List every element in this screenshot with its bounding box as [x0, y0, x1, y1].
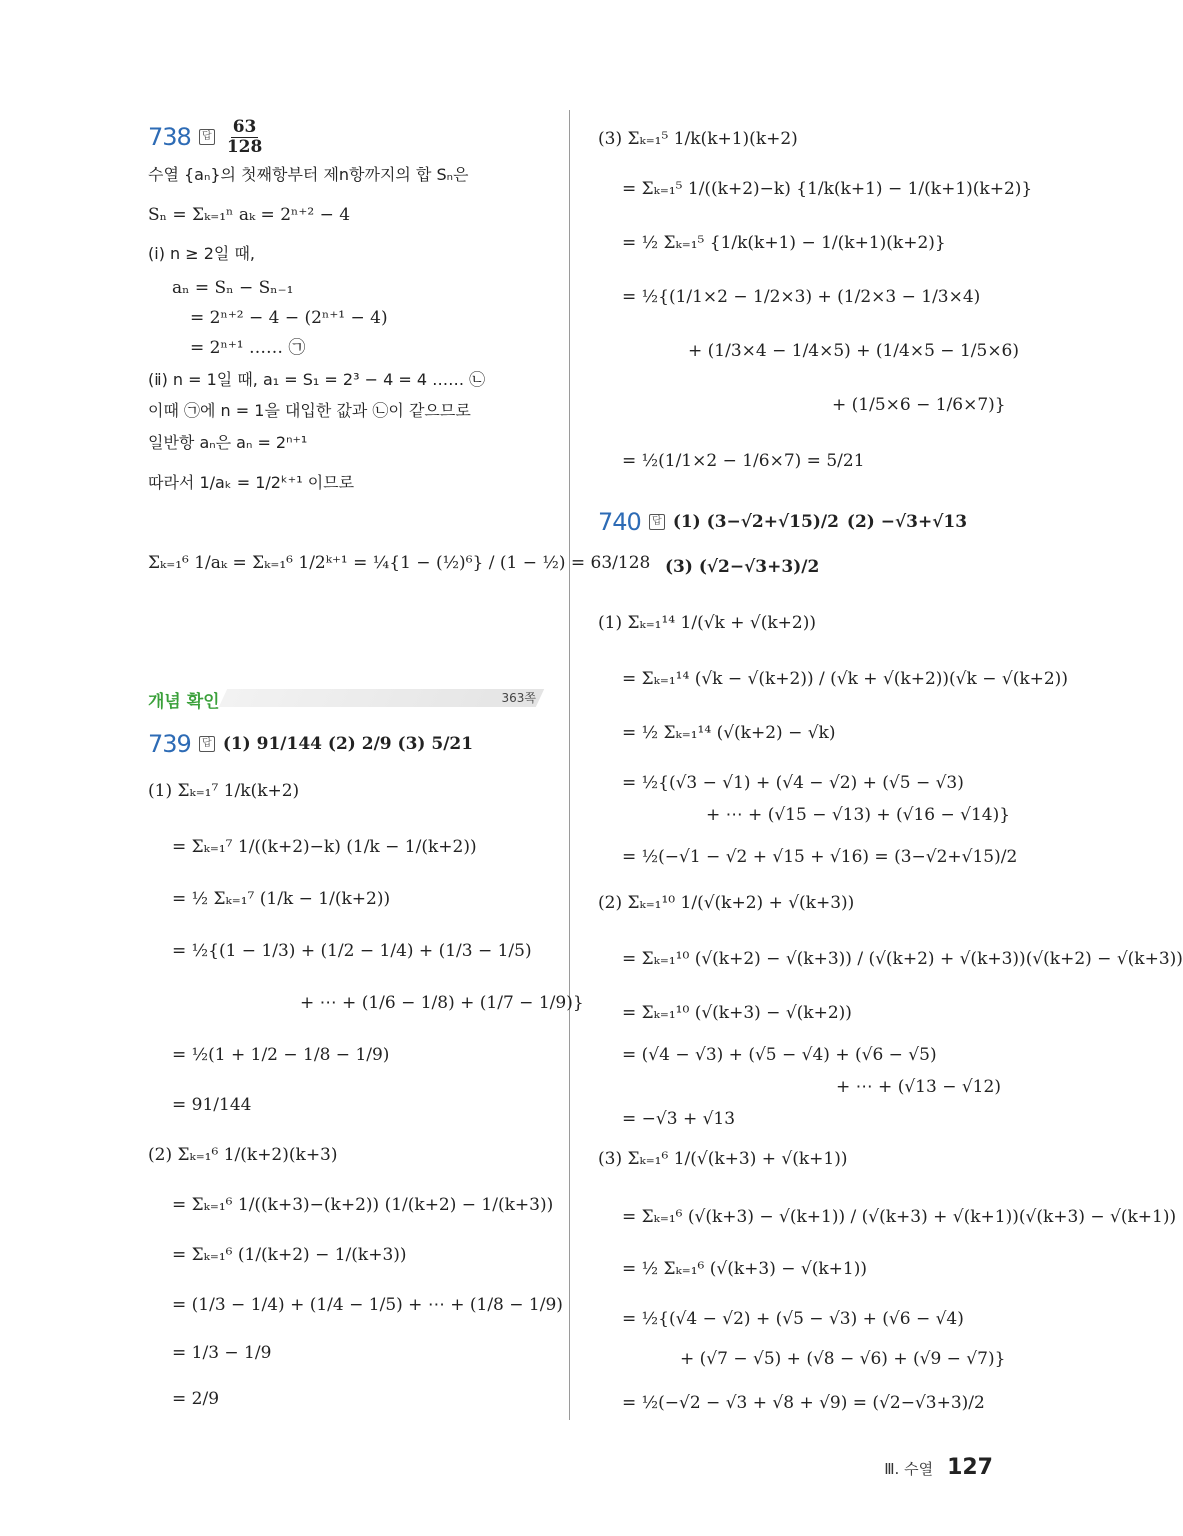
- solution-line: = Σₖ₌₁⁶ 1/((k+3)−(k+2)) (1/(k+2) − 1/(k+3)): [172, 1195, 554, 1215]
- solution-line: = ½(1/1×2 − 1/6×7) = 5/21: [622, 451, 865, 471]
- solution-line: aₙ = Sₙ − Sₙ₋₁: [172, 278, 294, 298]
- solution-line: = Σₖ₌₁⁷ 1/((k+2)−k) (1/k − 1/(k+2)): [172, 837, 477, 857]
- solution-line: = ½(−√1 − √2 + √15 + √16) = (3−√2+√15)/2: [622, 847, 1018, 867]
- answer-fraction: $\frac{63}{128}$: [226, 117, 263, 157]
- solution-line: = Σₖ₌₁⁵ 1/((k+2)−k) {1/k(k+1) − 1/(k+1)(k+2)}: [622, 179, 1033, 199]
- page-footer: [884, 1455, 993, 1480]
- answer-icon: 답: [199, 129, 215, 145]
- solution-line: = ½{(1 − 1/3) + (1/2 − 1/4) + (1/3 − 1/5): [172, 941, 532, 961]
- solution-line: 이때 ㉠에 n = 1을 대입한 값과 ㉡이 같으므로: [148, 401, 471, 420]
- problem-number: 739: [148, 730, 191, 758]
- solution-line: 따라서 1/aₖ = 1/2ᵏ⁺¹ 이므로: [148, 473, 355, 492]
- solution-line: = 2/9: [172, 1389, 220, 1409]
- solution-line: = Σₖ₌₁⁶ (1/(k+2) − 1/(k+3)): [172, 1245, 407, 1265]
- solution-line: = ½{(1/1×2 − 1/2×3) + (1/2×3 − 1/3×4): [622, 287, 981, 307]
- problem-number: 740: [598, 508, 641, 536]
- solution-line: = ½{(√4 − √2) + (√5 − √3) + (√6 − √4): [622, 1309, 964, 1329]
- solution-line: = 2ⁿ⁺² − 4 − (2ⁿ⁺¹ − 4): [190, 308, 388, 328]
- section-header: [148, 687, 540, 712]
- solution-line: = ½(1 + 1/2 − 1/8 − 1/9): [172, 1045, 390, 1065]
- solution-line: + (1/3×4 − 1/4×5) + (1/4×5 − 1/5×6): [688, 341, 1020, 361]
- solution-line: = ½ Σₖ₌₁⁶ (√(k+3) − √(k+1)): [622, 1259, 867, 1279]
- solution-line: = ½(−√2 − √3 + √8 + √9) = (√2−√3+3)/2: [622, 1393, 985, 1413]
- solution-line: = ½ Σₖ₌₁⁷ (1/k − 1/(k+2)): [172, 889, 391, 909]
- problem-number: 738: [148, 123, 191, 152]
- chapter-label: Ⅲ. 수열: [884, 1460, 934, 1478]
- solution-line: (3) Σₖ₌₁⁶ 1/(√(k+3) + √(k+1)): [598, 1149, 848, 1169]
- problem-738-header: [148, 118, 266, 156]
- solution-line: (1) Σₖ₌₁⁷ 1/k(k+2): [148, 781, 300, 801]
- answer-text: (1) (3−√2+√15)/2: [672, 512, 839, 532]
- solution-line: 수열 {aₙ}의 첫째항부터 제n항까지의 합 Sₙ은: [148, 165, 469, 184]
- problem-740-header: [598, 508, 967, 536]
- solution-line: + ⋯ + (√13 − √12): [836, 1077, 1001, 1097]
- answer-icon: 답: [649, 514, 665, 530]
- solution-line: = Σₖ₌₁¹⁰ (√(k+3) − √(k+2)): [622, 1003, 852, 1023]
- solution-line: Sₙ = Σₖ₌₁ⁿ aₖ = 2ⁿ⁺² − 4: [148, 205, 351, 225]
- solution-line: = ½ Σₖ₌₁¹⁴ (√(k+2) − √k): [622, 723, 836, 743]
- solution-line: = 91/144: [172, 1095, 252, 1115]
- section-page-ref: 363쪽: [501, 691, 536, 705]
- answer-text: (3) (√2−√3+3)/2: [665, 557, 820, 577]
- solution-line: + ⋯ + (1/6 − 1/8) + (1/7 − 1/9)}: [300, 993, 584, 1013]
- page-number: 127: [947, 1455, 993, 1480]
- solution-line: = 2ⁿ⁺¹ …… ㉠: [190, 338, 306, 358]
- solution-line: (3) Σₖ₌₁⁵ 1/k(k+1)(k+2): [598, 129, 798, 149]
- answer-text: (1) 91/144 (2) 2/9 (3) 5/21: [222, 734, 474, 754]
- solution-line: = ½ Σₖ₌₁⁵ {1/k(k+1) − 1/(k+1)(k+2)}: [622, 233, 946, 253]
- answer-text: (2) −√3+√13: [846, 512, 968, 532]
- section-bar: [219, 689, 544, 707]
- solution-line: 일반항 aₙ은 aₙ = 2ⁿ⁺¹: [148, 433, 308, 452]
- answer-icon: 답: [199, 736, 215, 752]
- solution-line: = (√4 − √3) + (√5 − √4) + (√6 − √5): [622, 1045, 937, 1065]
- solution-line: = 1/3 − 1/9: [172, 1343, 272, 1363]
- problem-739-header: [148, 730, 473, 758]
- solution-line: (2) Σₖ₌₁⁶ 1/(k+2)(k+3): [148, 1145, 338, 1165]
- solution-line: = Σₖ₌₁¹⁴ (√k − √(k+2)) / (√k + √(k+2))(√k − √(k+2)): [622, 669, 1068, 689]
- solution-line: (ⅰ) n ≥ 2일 때,: [148, 244, 255, 263]
- column-divider: [569, 110, 570, 1420]
- solution-line: + (1/5×6 − 1/6×7)}: [832, 395, 1006, 415]
- solution-line: + (√7 − √5) + (√8 − √6) + (√9 − √7)}: [680, 1349, 1006, 1369]
- solution-line: (2) Σₖ₌₁¹⁰ 1/(√(k+2) + √(k+3)): [598, 893, 855, 913]
- solution-line: = (1/3 − 1/4) + (1/4 − 1/5) + ⋯ + (1/8 − 1/9): [172, 1295, 563, 1315]
- solution-line: = Σₖ₌₁¹⁰ (√(k+2) − √(k+3)) / (√(k+2) + √(k+3))(√(k+2) − √(k+3)): [622, 949, 1183, 969]
- solution-line: = Σₖ₌₁⁶ (√(k+3) − √(k+1)) / (√(k+3) + √(k+1))(√(k+3) − √(k+1)): [622, 1207, 1177, 1227]
- solution-line: + ⋯ + (√15 − √13) + (√16 − √14)}: [706, 805, 1011, 825]
- solution-line: = ½{(√3 − √1) + (√4 − √2) + (√5 − √3): [622, 773, 964, 793]
- solution-line: (1) Σₖ₌₁¹⁴ 1/(√k + √(k+2)): [598, 613, 816, 633]
- section-title: 개념 확인: [148, 692, 220, 712]
- solution-line: Σₖ₌₁⁶ 1/aₖ = Σₖ₌₁⁶ 1/2ᵏ⁺¹ = ¼{1 − (½)⁶} / (1 − ½) = 63/128: [148, 553, 651, 573]
- solution-line: = −√3 + √13: [622, 1109, 736, 1129]
- solution-line: (ⅱ) n = 1일 때, a₁ = S₁ = 2³ − 4 = 4 …… ㉡: [148, 370, 486, 389]
